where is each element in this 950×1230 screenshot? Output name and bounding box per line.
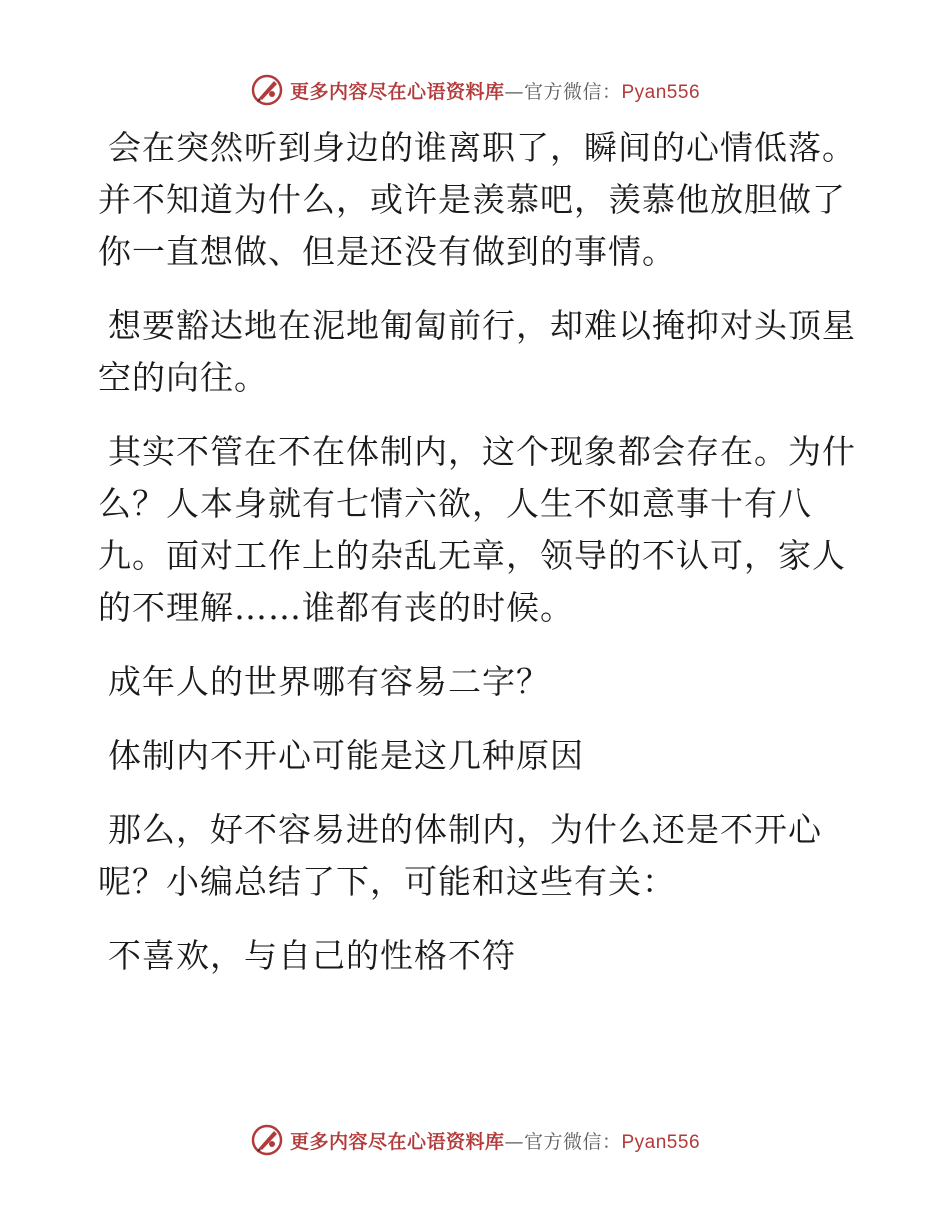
banner-wechat-label: 官方微信： <box>523 80 622 103</box>
paragraph: 那么，好不容易进的体制内，为什么还是不开心呢？小编总结了下，可能和这些有关： <box>98 810 822 901</box>
paragraph: 成年人的世界哪有容易二字？ <box>108 662 550 701</box>
banner-dash: — <box>504 80 524 103</box>
section-heading: 体制内不开心可能是这几种原因 <box>108 736 584 775</box>
banner-wechat-label: 官方微信： <box>523 1130 622 1153</box>
paragraph: 不喜欢，与自己的性格不符 <box>108 936 516 975</box>
article-body <box>98 122 858 1004</box>
header-banner <box>0 70 950 110</box>
footer-banner <box>0 1120 950 1160</box>
banner-wechat-id: Pyan556 <box>621 81 701 103</box>
banner-text <box>290 77 700 104</box>
banner-wechat-id: Pyan556 <box>621 1131 701 1153</box>
paragraph: 其实不管在不在体制内，这个现象都会存在。为什么？人本身就有七情六欲，人生不如意事十有八九。面对工作上的杂乱无章，领导的不认可，家人的不理解……谁都有丧的时候。 <box>98 432 856 627</box>
quill-logo-icon <box>250 1123 284 1157</box>
banner-dash: — <box>504 1130 524 1153</box>
paragraph: 想要豁达地在泥地匍匐前行，却难以掩抑对头顶星空的向往。 <box>98 306 856 397</box>
paragraph: 会在突然听到身边的谁离职了，瞬间的心情低落。并不知道为什么，或许是羡慕吧，羡慕他放胆做了你一直想做、但是还没有做到的事情。 <box>98 128 856 271</box>
banner-site-text: 更多内容尽在心语资料库 <box>289 1130 505 1153</box>
quill-logo-icon <box>250 73 284 107</box>
banner-site-text: 更多内容尽在心语资料库 <box>289 80 505 103</box>
banner-text <box>290 1127 700 1154</box>
